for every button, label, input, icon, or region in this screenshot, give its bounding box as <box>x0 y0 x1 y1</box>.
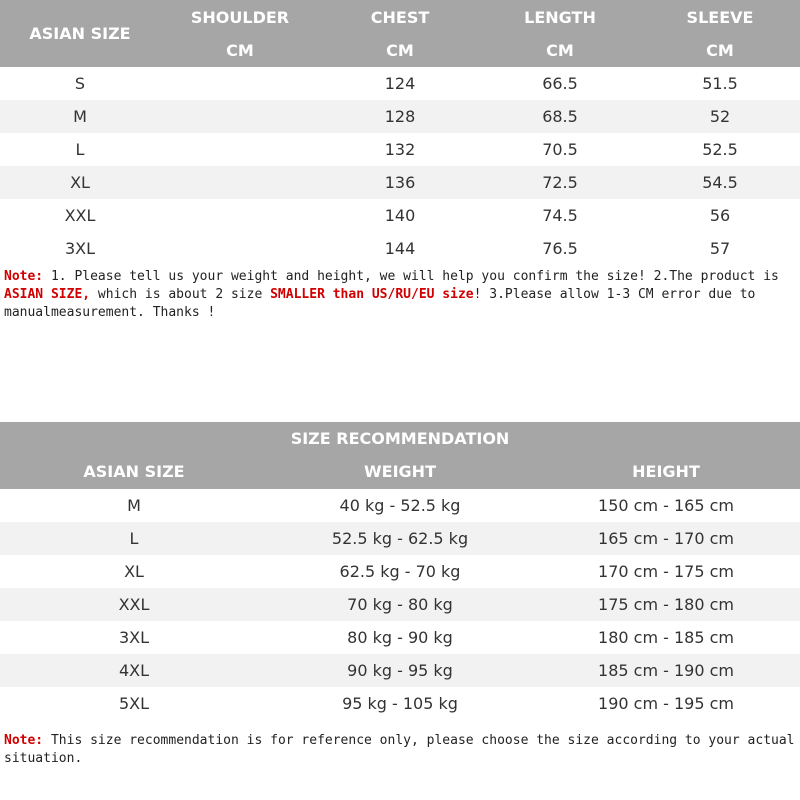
height-cell: 165 cm - 170 cm <box>598 529 734 548</box>
table-row <box>0 489 800 522</box>
sleeve-cell: 52 <box>709 107 731 126</box>
header-length: LENGTH <box>524 8 596 27</box>
sleeve-cell: 52.5 <box>702 140 738 159</box>
size-cell: XXL <box>64 206 96 225</box>
table-row <box>0 100 800 133</box>
table-row <box>0 654 800 687</box>
height-cell: 150 cm - 165 cm <box>598 496 734 515</box>
header-shoulder-unit: CM <box>226 41 254 60</box>
table-row <box>0 133 800 166</box>
length-cell: 70.5 <box>542 140 578 159</box>
note-label: Note: <box>4 733 44 748</box>
chest-cell: 140 <box>384 206 416 225</box>
size-cell: M <box>127 496 141 515</box>
header-sleeve-unit: CM <box>706 41 734 60</box>
sleeve-cell: 54.5 <box>702 173 738 192</box>
chest-cell: 128 <box>384 107 416 126</box>
note-text-2: which is about 2 size <box>90 287 271 302</box>
header-asian-size: ASIAN SIZE <box>83 462 185 481</box>
table-row <box>0 621 800 654</box>
table-row <box>0 555 800 588</box>
note-asian-size: ASIAN SIZE, <box>4 287 91 302</box>
size-cell: M <box>73 107 87 126</box>
table-row <box>0 166 800 199</box>
chest-cell: 136 <box>384 173 416 192</box>
header-length-unit: CM <box>546 41 574 60</box>
header-asian-size: ASIAN SIZE <box>29 24 131 43</box>
height-cell: 180 cm - 185 cm <box>598 628 734 647</box>
header-shoulder: SHOULDER <box>190 8 290 27</box>
sleeve-cell: 57 <box>709 239 731 258</box>
weight-cell: 95 kg - 105 kg <box>342 694 458 713</box>
height-cell: 190 cm - 195 cm <box>598 694 734 713</box>
weight-cell: 90 kg - 95 kg <box>347 661 453 680</box>
header-chest: CHEST <box>370 8 430 27</box>
table-row <box>0 687 800 720</box>
height-cell: 175 cm - 180 cm <box>598 595 734 614</box>
height-cell: 170 cm - 175 cm <box>598 562 734 581</box>
header-height: HEIGHT <box>632 462 700 481</box>
length-cell: 68.5 <box>542 107 578 126</box>
note-smaller: SMALLER than US/RU/EU size <box>270 287 474 302</box>
weight-cell: 62.5 kg - 70 kg <box>339 562 461 581</box>
table-row <box>0 67 800 100</box>
weight-cell: 80 kg - 90 kg <box>347 628 453 647</box>
note-text-1: 1. Please tell us your weight and height, we will help you confirm the size! 2.The product is <box>43 269 779 284</box>
weight-cell: 40 kg - 52.5 kg <box>339 496 461 515</box>
chest-cell: 132 <box>384 140 416 159</box>
sleeve-cell: 51.5 <box>702 74 738 93</box>
chest-cell: 124 <box>384 74 416 93</box>
size-cell: L <box>129 529 139 548</box>
weight-cell: 52.5 kg - 62.5 kg <box>331 529 469 548</box>
table-row <box>0 588 800 621</box>
size-cell: XXL <box>118 595 150 614</box>
table-row <box>0 232 800 265</box>
size-chart-note <box>4 268 796 322</box>
header-weight: WEIGHT <box>364 462 436 481</box>
size-cell: XL <box>70 173 90 192</box>
length-cell: 74.5 <box>542 206 578 225</box>
table-row <box>0 199 800 232</box>
size-cell: 3XL <box>64 239 96 258</box>
recommendation-note <box>4 732 796 768</box>
size-cell: 3XL <box>118 628 150 647</box>
note-text-3: ! 3.Please allow 1-3 CM error due to manualmeasurement. Thanks ! <box>4 287 756 320</box>
chest-cell: 144 <box>384 239 416 258</box>
length-cell: 72.5 <box>542 173 578 192</box>
sleeve-cell: 56 <box>709 206 731 225</box>
header-chest-unit: CM <box>386 41 414 60</box>
note-label: Note: <box>4 269 44 284</box>
height-cell: 185 cm - 190 cm <box>598 661 734 680</box>
weight-cell: 70 kg - 80 kg <box>347 595 453 614</box>
size-cell: S <box>74 74 86 93</box>
table-row <box>0 522 800 555</box>
size-chart-header <box>0 0 800 67</box>
size-cell: 4XL <box>118 661 150 680</box>
note-text: This size recommendation is for reference only, please choose the size according to your actual situation. <box>4 733 795 766</box>
size-cell: L <box>75 140 85 159</box>
size-cell: XL <box>124 562 144 581</box>
size-cell: 5XL <box>118 694 150 713</box>
length-cell: 76.5 <box>542 239 578 258</box>
header-sleeve: SLEEVE <box>686 8 754 27</box>
recommendation-header <box>0 422 800 489</box>
recommendation-title: SIZE RECOMMENDATION <box>290 429 510 448</box>
length-cell: 66.5 <box>542 74 578 93</box>
